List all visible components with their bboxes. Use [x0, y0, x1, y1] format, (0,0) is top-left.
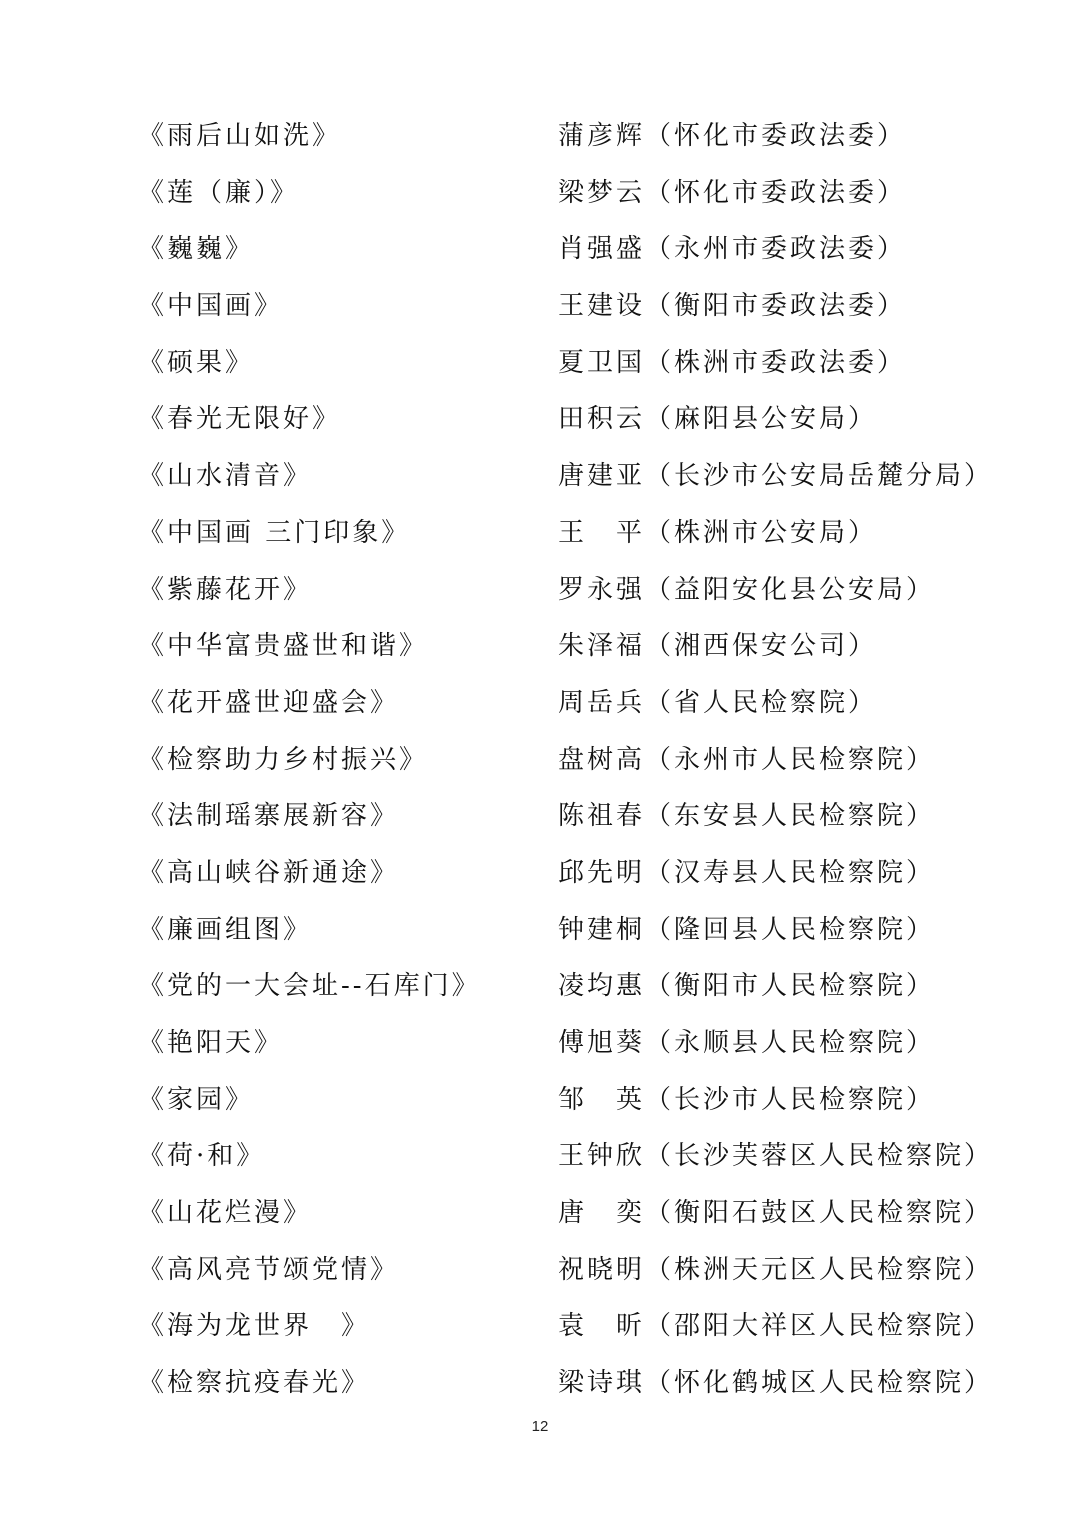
- entry-row: [138, 732, 998, 789]
- author-affiliation: 王 平（株洲市公安局）: [558, 517, 878, 548]
- entry-row: [138, 108, 998, 165]
- author-affiliation: 田积云（麻阳县公安局）: [558, 404, 878, 435]
- work-title: 《高山峡谷新通途》: [138, 857, 400, 888]
- entry-row: [138, 1298, 998, 1355]
- author-affiliation: 夏卫国（株洲市委政法委）: [558, 347, 907, 378]
- page-number: 12: [531, 1418, 549, 1435]
- author-affiliation: 陈祖春（东安县人民检察院）: [558, 801, 936, 832]
- author-affiliation: 蒲彦辉（怀化市委政法委）: [558, 121, 907, 151]
- author-affiliation: 朱泽福（湘西保安公司）: [558, 631, 878, 662]
- author-affiliation: 袁 昕（邵阳大祥区人民检察院）: [558, 1311, 994, 1342]
- entry-row: [138, 618, 998, 675]
- work-title: 《检察抗疫春光》: [138, 1368, 371, 1399]
- author-affiliation: 傅旭葵（永顺县人民检察院）: [558, 1028, 936, 1058]
- work-title: 《花开盛世迎盛会》: [138, 687, 400, 718]
- work-title: 《海为龙世界 》: [138, 1311, 371, 1342]
- work-title: 《巍巍》: [138, 234, 255, 265]
- entry-row: [138, 845, 998, 902]
- work-title: 《荷·和》: [138, 1141, 266, 1172]
- author-affiliation: 凌均惠（衡阳市人民检察院）: [558, 971, 936, 1002]
- work-title: 《春光无限好》: [138, 404, 342, 435]
- author-affiliation: 王钟欣（长沙芙蓉区人民检察院）: [558, 1141, 994, 1172]
- author-affiliation: 邱先明（汉寿县人民检察院）: [558, 857, 936, 888]
- entry-row: [138, 1242, 998, 1299]
- work-title: 《廉画组图》: [138, 914, 313, 945]
- entry-row: [138, 1015, 998, 1072]
- entry-row: [138, 1072, 998, 1129]
- author-affiliation: 肖强盛（永州市委政法委）: [558, 234, 907, 265]
- entry-row: [138, 221, 998, 278]
- work-title: 《家园》: [138, 1084, 255, 1115]
- entry-row: [138, 1355, 998, 1412]
- author-affiliation: 钟建桐（隆回县人民检察院）: [558, 914, 936, 945]
- author-affiliation: 唐建亚（长沙市公安局岳麓分局）: [558, 461, 994, 492]
- work-title: 《高风亮节颂党情》: [138, 1254, 400, 1285]
- author-affiliation: 邹 英（长沙市人民检察院）: [558, 1084, 936, 1115]
- author-affiliation: 祝晓明（株洲天元区人民检察院）: [558, 1254, 994, 1285]
- work-title: 《莲（廉）》: [138, 177, 300, 208]
- work-title: 《中华富贵盛世和谐》: [138, 631, 429, 662]
- entry-row: [138, 335, 998, 392]
- entry-row: [138, 675, 998, 732]
- work-title: 《山水清音》: [138, 461, 313, 492]
- author-affiliation: 罗永强（益阳安化县公安局）: [558, 574, 936, 605]
- work-title: 《硕果》: [138, 347, 255, 378]
- entry-list: [138, 108, 998, 1412]
- work-title: 《山花烂漫》: [138, 1198, 313, 1229]
- work-title: 《艳阳天》: [138, 1028, 284, 1058]
- work-title: 《雨后山如洗》: [138, 121, 342, 151]
- author-affiliation: 梁梦云（怀化市委政法委）: [558, 177, 907, 208]
- author-affiliation: 周岳兵（省人民检察院）: [558, 687, 878, 718]
- work-title: 《法制瑶寨展新容》: [138, 801, 400, 832]
- entry-row: [138, 958, 998, 1015]
- entry-row: [138, 1128, 998, 1185]
- work-title: 《中国画 三门印象》: [138, 517, 411, 548]
- entry-row: [138, 448, 998, 505]
- entry-row: [138, 505, 998, 562]
- work-title: 《检察助力乡村振兴》: [138, 744, 429, 775]
- entry-row: [138, 165, 998, 222]
- work-title: 《党的一大会址--石库门》: [138, 971, 481, 1002]
- entry-row: [138, 902, 998, 959]
- work-title: 《中国画》: [138, 291, 284, 322]
- author-affiliation: 梁诗琪（怀化鹤城区人民检察院）: [558, 1368, 994, 1399]
- work-title: 《紫藤花开》: [138, 574, 313, 605]
- entry-row: [138, 391, 998, 448]
- entry-row: [138, 1185, 998, 1242]
- entry-row: [138, 562, 998, 619]
- entry-row: [138, 788, 998, 845]
- entry-row: [138, 278, 998, 335]
- author-affiliation: 王建设（衡阳市委政法委）: [558, 291, 907, 322]
- author-affiliation: 唐 奕（衡阳石鼓区人民检察院）: [558, 1198, 994, 1229]
- author-affiliation: 盘树高（永州市人民检察院）: [558, 744, 936, 775]
